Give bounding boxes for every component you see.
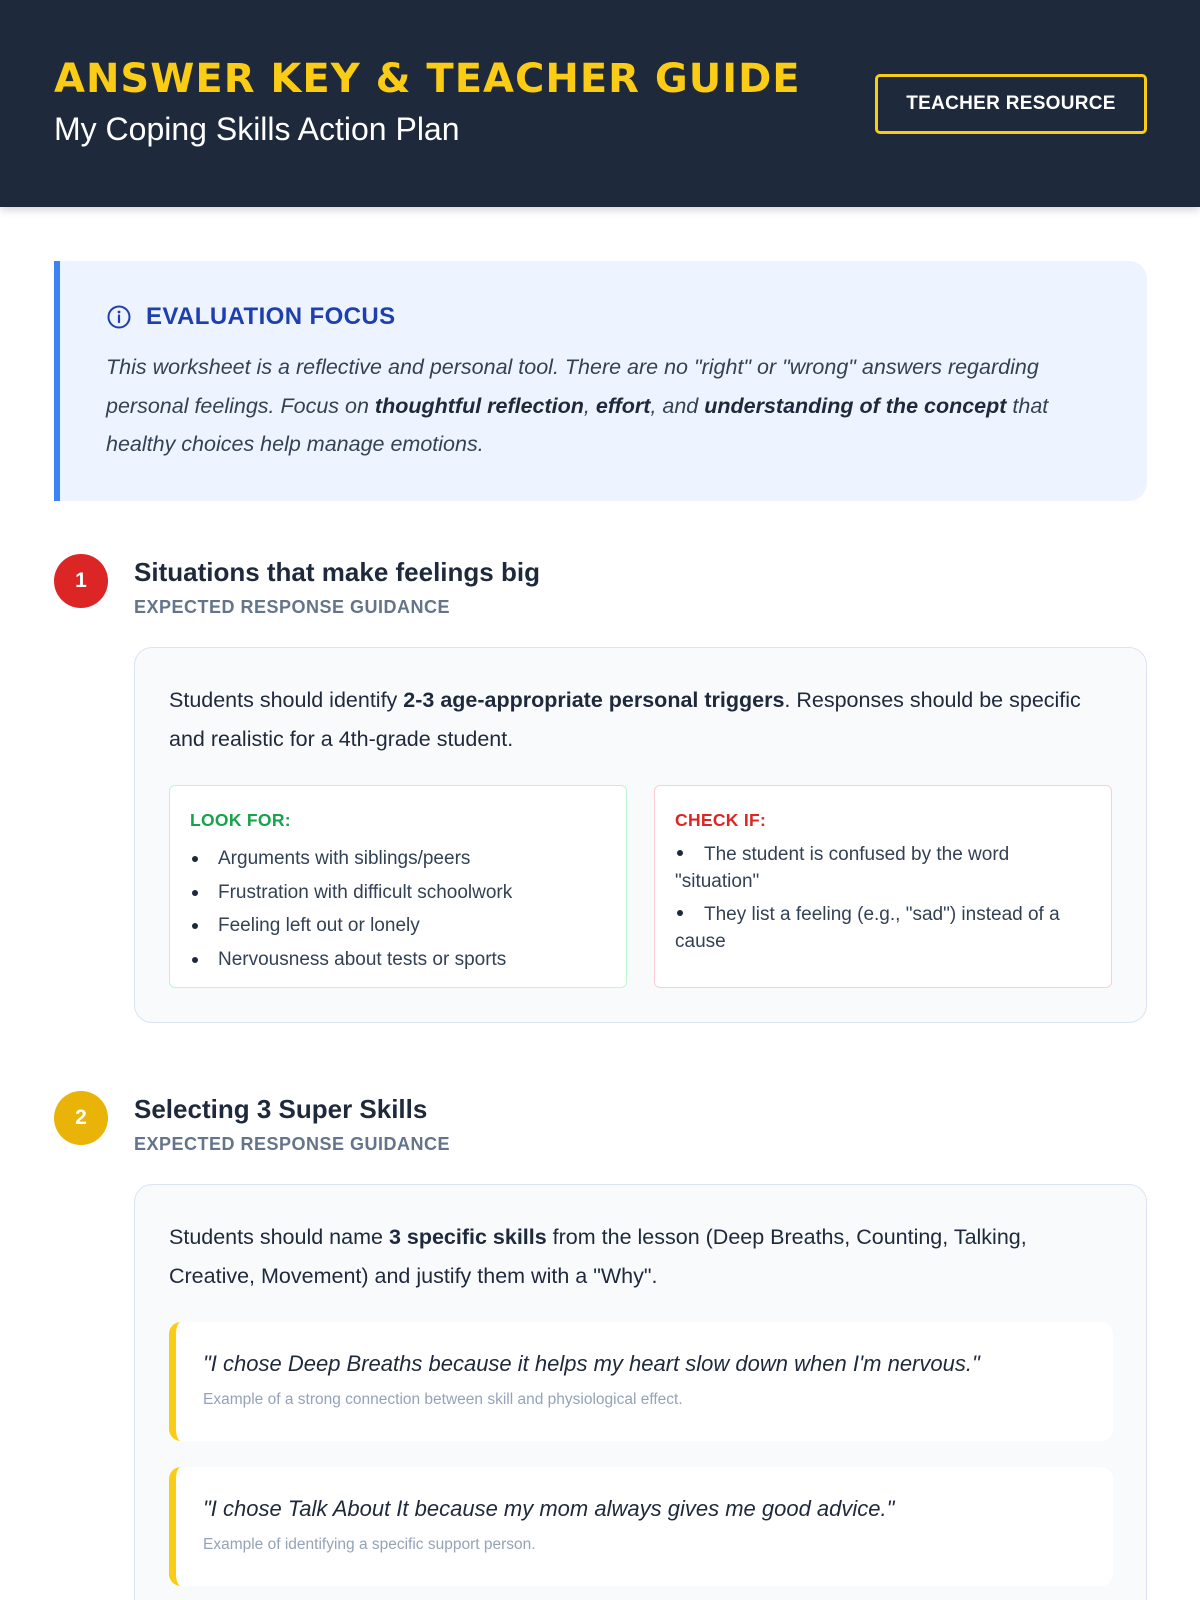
teacher-resource-badge: TEACHER RESOURCE (875, 74, 1147, 134)
evaluation-focus-label: EVALUATION FOCUS (146, 303, 396, 330)
section-title: Selecting 3 Super Skills (134, 1094, 428, 1124)
list-item: Frustration with difficult schoolwork (190, 876, 606, 910)
guidance-card (134, 647, 1147, 1023)
section-title: Situations that make feelings big (134, 557, 540, 587)
example-note: Example of identifying a specific support person. (203, 1536, 536, 1553)
guidance-text: Students should name 3 specific skills from the lesson (Deep Breaths, Counting, Talking, Creative, Movement) and justify them with a "Why". (169, 1225, 1027, 1288)
list-item: Arguments with siblings/peers (190, 842, 606, 876)
look-for-list (190, 842, 606, 976)
step-number-badge: 2 (54, 1091, 108, 1145)
bullet-icon (677, 850, 683, 856)
step-number-badge: 1 (54, 554, 108, 608)
evaluation-focus-header (106, 303, 396, 331)
example-response (169, 1322, 1113, 1441)
example-note: Example of a strong connection between skill and physiological effect. (203, 1391, 683, 1408)
look-for-label: LOOK FOR: (190, 810, 291, 830)
check-if-list (675, 842, 1091, 962)
list-item: The student is confused by the word "situation" (675, 844, 1010, 892)
list-item: Nervousness about tests or sports (190, 943, 606, 977)
page-header (0, 0, 1200, 207)
page-title: ANSWER KEY & TEACHER GUIDE (54, 56, 801, 102)
page-subtitle: My Coping Skills Action Plan (54, 111, 460, 147)
list-item: Feeling left out or lonely (190, 909, 606, 943)
bullet-icon (677, 910, 683, 916)
evaluation-focus-callout (54, 261, 1147, 501)
check-if-label: CHECK IF: (675, 810, 767, 830)
guidance-card (134, 1184, 1147, 1600)
example-quote: "I chose Deep Breaths because it helps my heart slow down when I'm nervous." (203, 1351, 980, 1376)
example-quote: "I chose Talk About It because my mom always gives me good advice." (203, 1496, 895, 1521)
look-for-box (169, 785, 627, 988)
info-icon (106, 304, 132, 330)
section-subtitle: EXPECTED RESPONSE GUIDANCE (134, 1134, 451, 1154)
evaluation-focus-text: This worksheet is a reflective and personal tool. There are no "right" or "wrong" answers regarding personal feelings. Focus on thoughtful reflection, effort, and understanding of the concept that healthy choices help manage emotions. (106, 355, 1049, 456)
section-subtitle: EXPECTED RESPONSE GUIDANCE (134, 597, 451, 617)
check-if-box (654, 785, 1112, 988)
example-response (169, 1467, 1113, 1586)
guidance-text: Students should identify 2-3 age-appropriate personal triggers. Responses should be specific and realistic for a 4th-grade student. (169, 688, 1081, 751)
list-item: They list a feeling (e.g., "sad") instead of a cause (675, 904, 1060, 952)
